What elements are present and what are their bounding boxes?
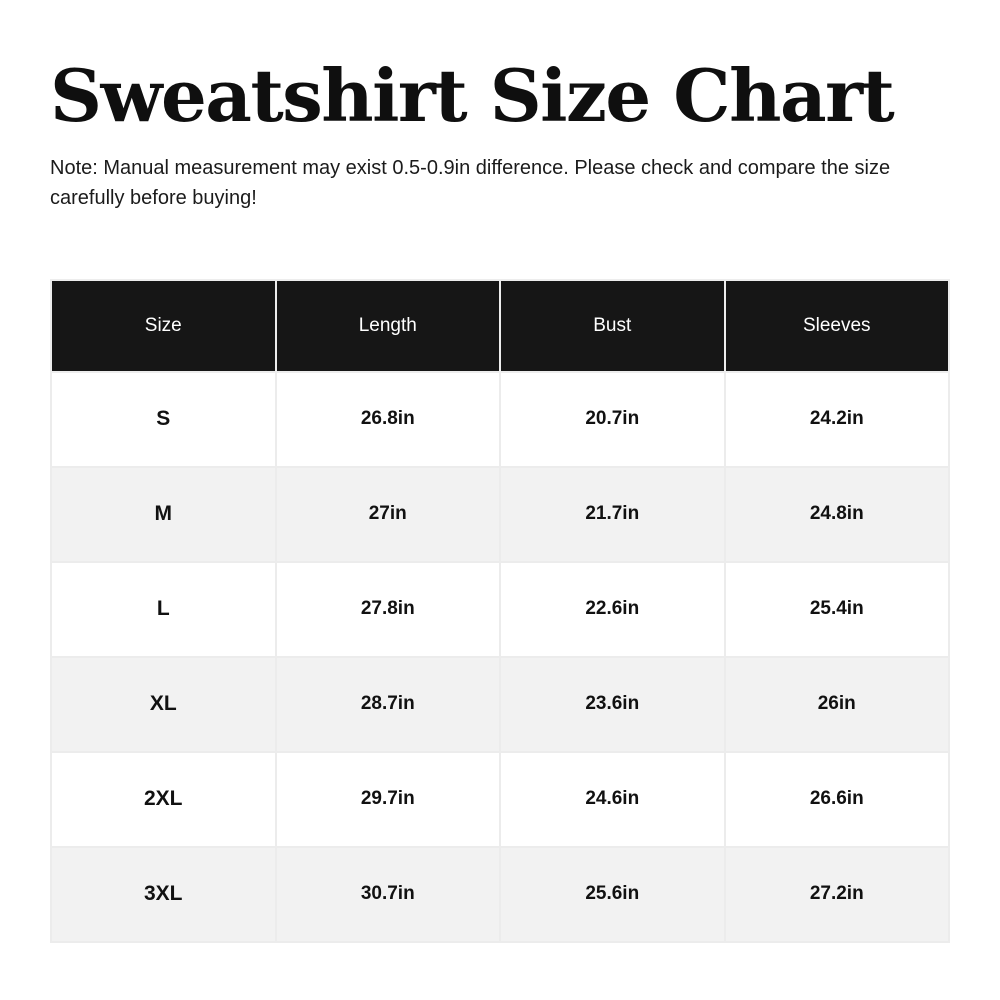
size-cell: S (51, 372, 276, 467)
table-row-3xl (51, 847, 949, 942)
size-chart-table (50, 279, 950, 943)
column-header-sleeves: Sleeves (725, 280, 950, 372)
length-cell: 27in (276, 467, 501, 562)
table-body (51, 372, 949, 942)
bust-cell: 24.6in (500, 752, 725, 847)
bust-cell: 22.6in (500, 562, 725, 657)
table-header-row (51, 280, 949, 372)
bust-cell: 21.7in (500, 467, 725, 562)
sleeves-cell: 26in (725, 657, 950, 752)
column-header-bust: Bust (500, 280, 725, 372)
length-cell: 26.8in (276, 372, 501, 467)
sleeves-cell: 26.6in (725, 752, 950, 847)
measurement-note: Note: Manual measurement may exist 0.5-0.9in difference. Please check and compare the size carefully before buying! (50, 156, 891, 209)
size-cell: L (51, 562, 276, 657)
table-row-xl (51, 657, 949, 752)
table-header (51, 280, 949, 372)
table-row-2xl (51, 752, 949, 847)
size-cell: XL (51, 657, 276, 752)
page-title: Sweatshirt Size Chart (50, 53, 894, 138)
size-cell: M (51, 467, 276, 562)
size-cell: 3XL (51, 847, 276, 942)
table-row-s (51, 372, 949, 467)
length-cell: 28.7in (276, 657, 501, 752)
length-cell: 29.7in (276, 752, 501, 847)
sleeves-cell: 25.4in (725, 562, 950, 657)
bust-cell: 23.6in (500, 657, 725, 752)
bust-cell: 20.7in (500, 372, 725, 467)
length-cell: 27.8in (276, 562, 501, 657)
table-row-l (51, 562, 949, 657)
sleeves-cell: 24.8in (725, 467, 950, 562)
column-header-size: Size (51, 280, 276, 372)
sleeves-cell: 24.2in (725, 372, 950, 467)
size-cell: 2XL (51, 752, 276, 847)
column-header-length: Length (276, 280, 501, 372)
bust-cell: 25.6in (500, 847, 725, 942)
sleeves-cell: 27.2in (725, 847, 950, 942)
length-cell: 30.7in (276, 847, 501, 942)
table-row-m (51, 467, 949, 562)
